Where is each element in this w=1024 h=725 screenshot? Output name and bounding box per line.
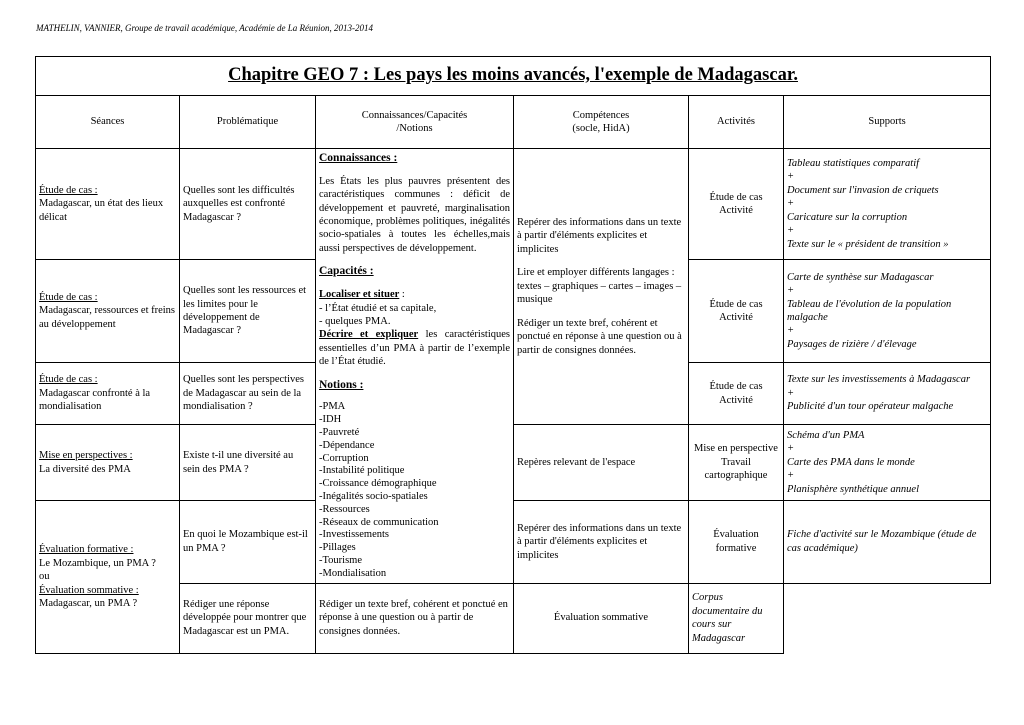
supports-cell: Tableau statistiques comparatif + Document sur l'invasion de criquets + Caricature sur la corruption + Texte sur le « président de transition » xyxy=(784,149,991,260)
competences-cell: Rédiger un texte bref, cohérent et ponctué en réponse à une question ou à partir de consignes données. xyxy=(316,583,514,653)
seance-cell: Étude de cas : Madagascar, ressources et freins au développement xyxy=(36,260,180,363)
problematique-cell: Rédiger une réponse développée pour montrer que Madagascar est un PMA. xyxy=(180,583,316,653)
supports-cell: Corpus documentaire du cours sur Madagascar xyxy=(689,583,784,653)
activite-cell: Mise en perspective Travail cartographique xyxy=(689,425,784,501)
activite-cell: Étude de cas Activité xyxy=(689,260,784,363)
seance-cell: Évaluation formative : Le Mozambique, un PMA ? ou Évaluation sommative : Madagascar, un PMA ? xyxy=(36,501,180,654)
lesson-plan-table xyxy=(35,56,991,654)
col-problematique: Problématique xyxy=(180,96,316,149)
problematique-cell: Quelles sont les difficultés auxquelles est confronté Madagascar ? xyxy=(180,149,316,260)
seance-cell: Mise en perspectives : La diversité des PMA xyxy=(36,425,180,501)
column-header-row xyxy=(36,96,991,149)
document-header: MATHELIN, VANNIER, Groupe de travail académique, Académie de La Réunion, 2013-2014 xyxy=(36,23,373,33)
problematique-cell: En quoi le Mozambique est-il un PMA ? xyxy=(180,501,316,584)
competences-cell: Repérer des informations dans un texte à partir d'éléments explicites et implicites xyxy=(514,501,689,584)
problematique-cell: Quelles sont les perspectives de Madagascar au sein de la mondialisation ? xyxy=(180,363,316,425)
table-row xyxy=(36,425,991,501)
activite-cell: Évaluation formative xyxy=(689,501,784,584)
competences-cell: Repères relevant de l'espace xyxy=(514,425,689,501)
supports-cell: Carte de synthèse sur Madagascar + Tableau de l'évolution de la population malgache + Paysages de rizière / d'élevage xyxy=(784,260,991,363)
supports-cell: Schéma d'un PMA + Carte des PMA dans le monde + Planisphère synthétique annuel xyxy=(784,425,991,501)
col-seances: Séances xyxy=(36,96,180,149)
chapter-title: Chapitre GEO 7 : Les pays les moins avancés, l'exemple de Madagascar. xyxy=(228,65,798,86)
supports-cell: Texte sur les investissements à Madagascar + Publicité d'un tour opérateur malgache xyxy=(784,363,991,425)
table-row xyxy=(36,501,991,584)
seance-cell: Étude de cas : Madagascar confronté à la mondialisation xyxy=(36,363,180,425)
title-cell xyxy=(36,57,991,96)
col-activites: Activités xyxy=(689,96,784,149)
col-supports: Supports xyxy=(784,96,991,149)
supports-cell: Fiche d'activité sur le Mozambique (étude de cas académique) xyxy=(784,501,991,584)
col-connaissances: Connaissances/Capacités /Notions xyxy=(316,96,514,149)
activite-cell: Étude de cas Activité xyxy=(689,149,784,260)
competences-cell: Repérer des informations dans un texte à partir d'éléments explicites et implicites Lire et employer différents langages : textes – graphiques – cartes – images – musique Rédiger un texte bref, cohérent et ponctué en réponse à une question ou à partir de consignes données. xyxy=(514,149,689,425)
problematique-cell: Existe t-il une diversité au sein des PMA ? xyxy=(180,425,316,501)
seance-cell: Étude de cas : Madagascar, un état des lieux délicat xyxy=(36,149,180,260)
notions-list: -PMA -IDH -Pauvreté -Dépendance -Corruption -Instabilité politique -Croissance démographique -Inégalités socio-spatiales -Ressources -Réseaux de communication -Investissements -Pillages -Tourisme -Mondialisation xyxy=(319,401,439,579)
problematique-cell: Quelles sont les ressources et les limites pour le développement de Madagascar ? xyxy=(180,260,316,363)
activite-cell: Évaluation sommative xyxy=(514,583,689,653)
table-row xyxy=(36,583,991,653)
activite-cell: Étude de cas Activité xyxy=(689,363,784,425)
col-competences: Compétences (socle, HidA) xyxy=(514,96,689,149)
knowledge-cell: Connaissances : Les États les plus pauvres présentent des caractéristiques communes : déficit de développement et pauvreté, marginalisation économique, problèmes politiques, inégalités socio-spatiales à toutes les échelles,mais aussi perspectives de développement. Capacités : Localiser et situer : - l’État étudié et sa capitale, - quelques PMA. Décrire et expliquer les caractéristiques essentielles d’un PMA à partir de l’exemple de l’État étudié. Notions : -PMA -IDH -Pauvreté -Dépendance -Corruption -Instabilité politique -Croissance démographique -Inégalités socio-spatiales -Ressources -Réseaux de communication -Investissements -Pillages -Tourisme -Mondialisation xyxy=(316,149,514,584)
table-row xyxy=(36,149,991,260)
